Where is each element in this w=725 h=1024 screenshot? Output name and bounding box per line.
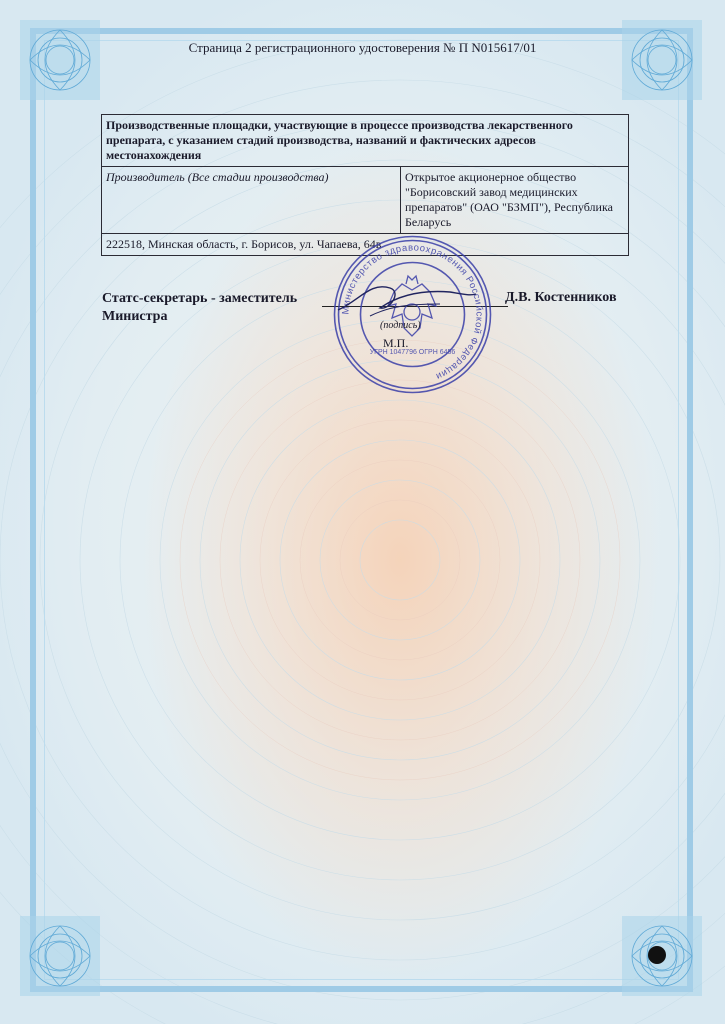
producer-name: Открытое акционерное общество "Борисовский завод медицинских препаратов" (ОАО "БЗМП"), Республика Беларусь xyxy=(401,167,629,234)
page-header: Страница 2 регистрационного удостоверения № П N015617/01 xyxy=(188,40,537,55)
seal-ring-text: Министерство здравоохранения Российской Федерации xyxy=(340,242,485,382)
seal-center-text: УГРН 1047796 ОГРН 6456 xyxy=(369,349,456,356)
table-row xyxy=(102,115,629,167)
producer-address: 222518, Минская область, г. Борисов, ул. Чапаева, 64в xyxy=(102,234,629,256)
signatory-position: Статс-секретарь - заместитель Министра xyxy=(102,291,298,324)
table-heading: Производственные площадки, участвующие в процессе производства лекарственного препарата, с указанием стадий производства, названий и фактических адресов местонахождения xyxy=(102,115,629,167)
punch-hole xyxy=(648,946,666,964)
producer-label: Производитель (Все стадии производства) xyxy=(102,167,401,234)
stamp-mark: М.П. xyxy=(383,336,409,350)
signatory-name: Д.В. Костенников xyxy=(505,290,617,305)
corner-ornament-top-right xyxy=(620,18,704,102)
corner-ornament-bottom-left xyxy=(18,914,102,998)
corner-ornament-top-left xyxy=(18,18,102,102)
table-row xyxy=(102,167,629,234)
signature-caption: (подпись) xyxy=(380,320,421,331)
